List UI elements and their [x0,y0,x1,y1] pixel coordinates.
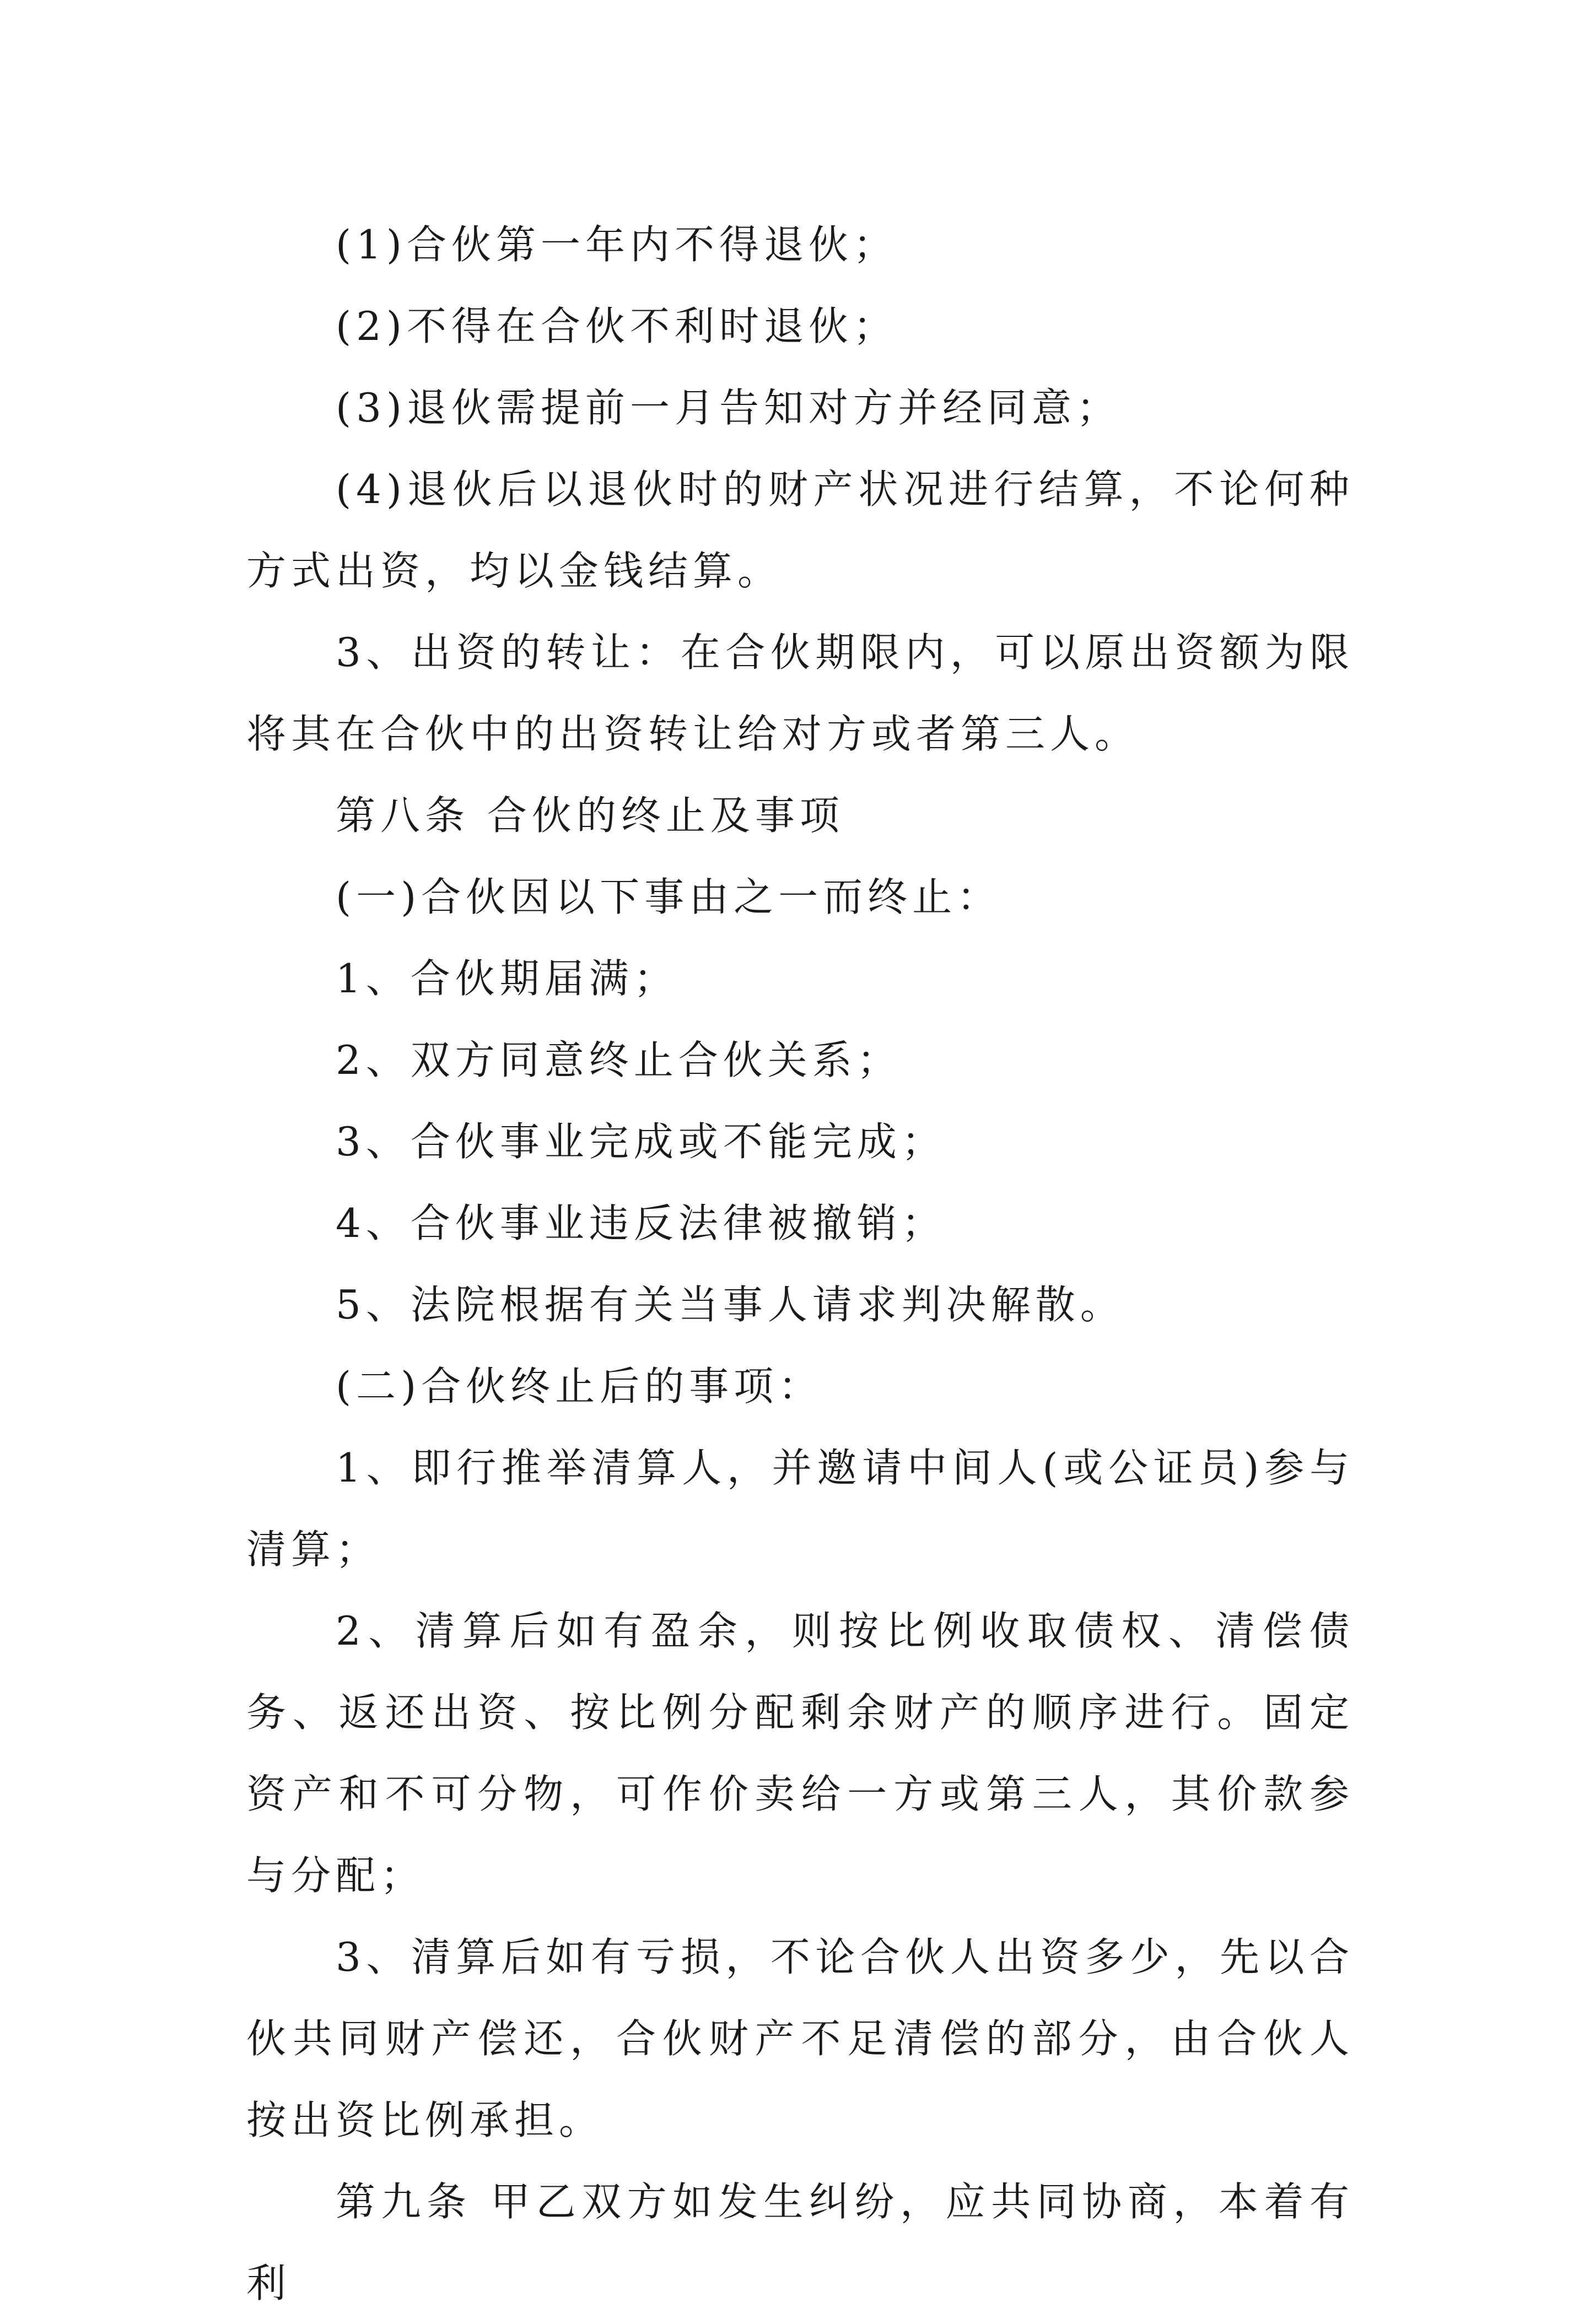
list-item: 1、即行推举清算人，并邀请中间人(或公证员)参与清算； [246,1445,1354,1572]
list-item: 1、合伙期届满； [336,955,678,1002]
paragraph: (3)退伙需提前一月告知对方并经同意； [336,385,1121,431]
paragraph: (2)不得在合伙不利时退伙； [336,303,898,349]
document-body [246,204,1354,2324]
list-item: 2、双方同意终止合伙关系； [336,1037,902,1083]
list-item: 5、法院根据有关当事人请求判决解散。 [336,1282,1125,1328]
paragraph: (一)合伙因以下事由之一而终止： [336,874,1002,920]
paragraph: (4)退伙后以退伙时的财产状况进行结算，不论何种方式出资，均以金钱结算。 [246,466,1354,594]
paragraph: (二)合伙终止后的事项： [336,1363,823,1409]
list-item: 3、合伙事业完成或不能完成； [336,1118,946,1165]
list-item: 2、清算后如有盈余，则按比例收取债权、清偿债务、返还出资、按比例分配剩余财产的顺序进行。固定资产和不可分物，可作价卖给一方或第三人，其价款参与分配； [246,1608,1354,1899]
paragraph: (1)合伙第一年内不得退伙； [336,221,898,268]
list-item: 4、合伙事业违反法律被撤销； [336,1200,946,1246]
list-item: 3、清算后如有亏损，不论合伙人出资多少，先以合伙共同财产偿还，合伙财产不足清偿的部分，由合伙人按出资比例承担。 [246,1934,1354,2143]
article-heading: 第九条 甲乙双方如发生纠纷，应共同协商，本着有利 [246,2179,1354,2306]
paragraph: 3、出资的转让：在合伙期限内，可以原出资额为限将其在合伙中的出资转让给对方或者第三人。 [246,629,1354,757]
article-heading: 第八条 合伙的终止及事项 [336,792,844,839]
